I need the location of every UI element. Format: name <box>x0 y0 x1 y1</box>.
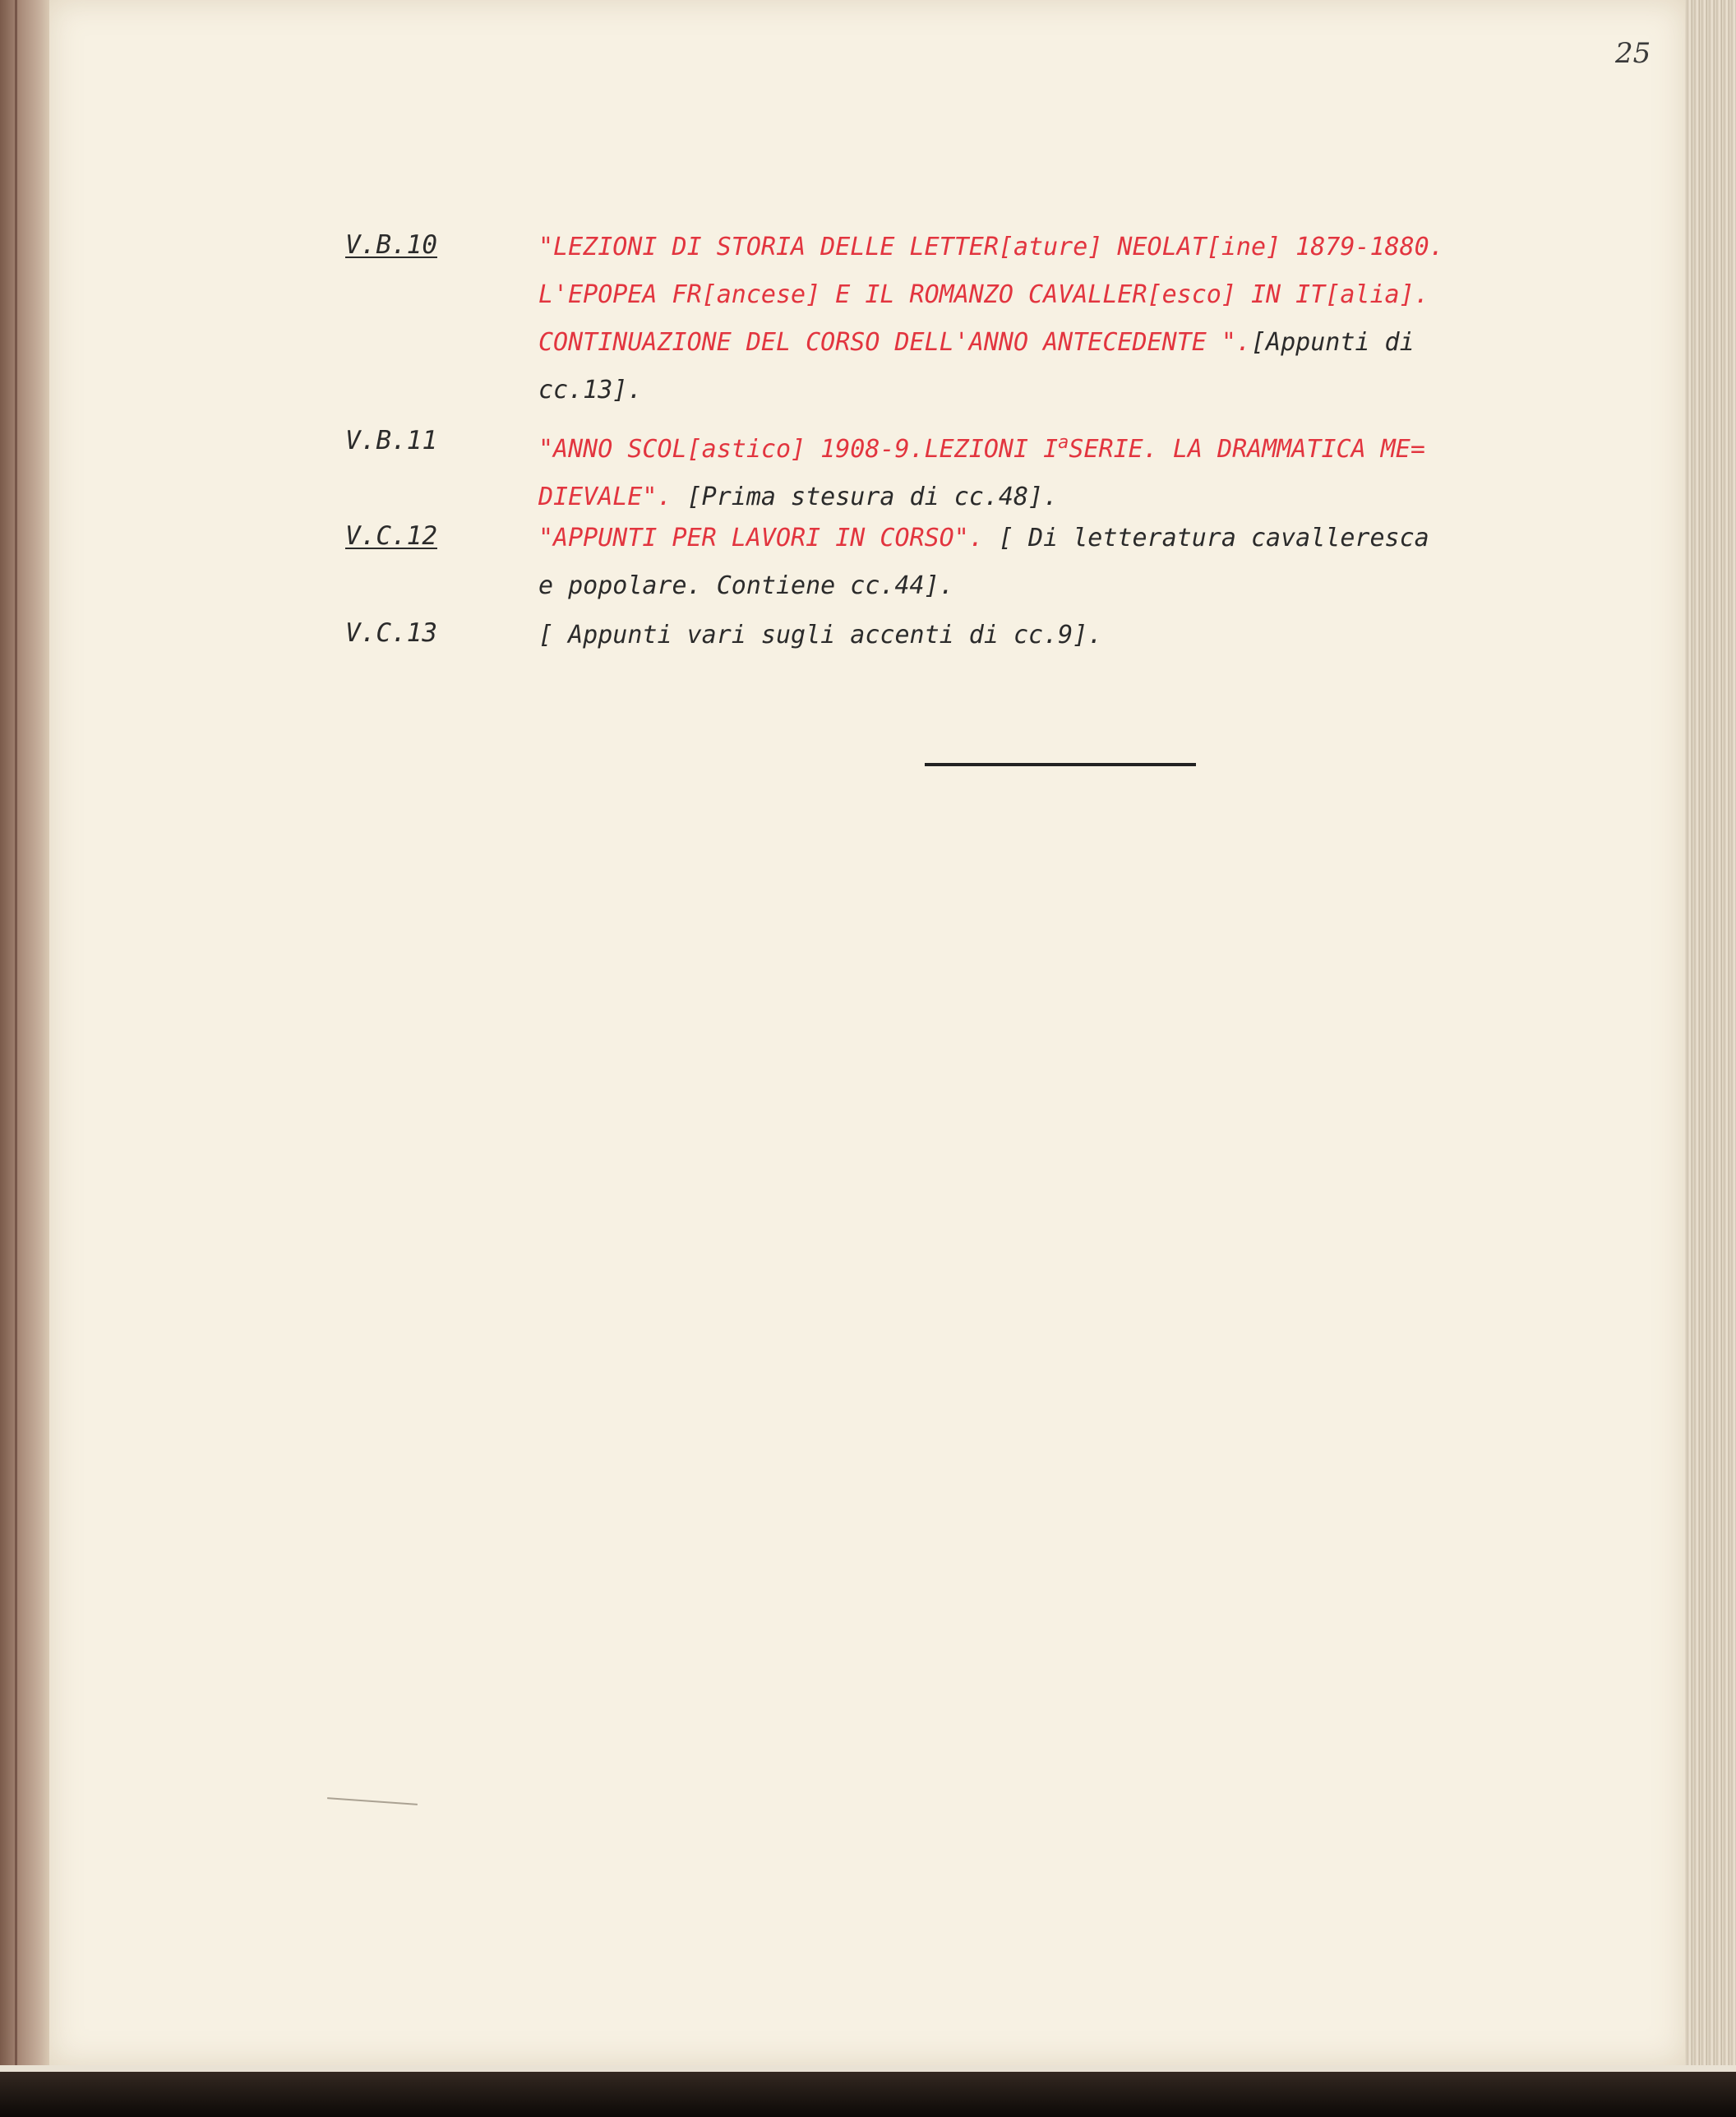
note-text: [ Appunti vari sugli accenti di cc.9]. <box>538 621 1103 649</box>
description-line <box>538 319 1578 367</box>
entry-description <box>538 419 1578 521</box>
shelfmark: V.B.10 <box>345 230 437 260</box>
note-text: cc.13]. <box>538 376 643 404</box>
scan-border <box>0 2065 1736 2117</box>
shelfmark: V.C.13 <box>345 618 437 648</box>
entry-description <box>538 224 1578 414</box>
note-text: e popolare. Contiene cc.44]. <box>538 571 954 600</box>
description-line <box>538 224 1578 271</box>
description-line <box>538 562 1578 610</box>
page-edges <box>1685 0 1736 2065</box>
shelfmark: V.C.12 <box>345 521 437 551</box>
title-text: L'EPOPEA FR[ancese] E IL ROMANZO CAVALLER[esco] IN IT[alia]. <box>538 280 1429 309</box>
description-line <box>538 515 1578 562</box>
book-binding <box>0 0 49 2117</box>
end-rule <box>925 763 1196 766</box>
note-text: [ Di letteratura cavalleresca <box>998 524 1429 552</box>
title-text: "ANNO SCOL[astico] 1908-9.LEZIONI $I^aSERIE$. LA DRAMMATICA ME= <box>538 432 1425 464</box>
entry-description <box>538 515 1578 610</box>
description-line <box>538 271 1578 319</box>
note-text: [Appunti di <box>1250 328 1415 357</box>
description-line <box>538 367 1578 414</box>
shelfmark: V.B.11 <box>345 426 437 455</box>
title-text: "LEZIONI DI STORIA DELLE LETTER[ature] NEOLAT[ine] 1879-1880. <box>538 233 1444 261</box>
note-text: [Prima stesura di cc.48]. <box>686 483 1059 511</box>
entry-description <box>538 612 1578 659</box>
description-line <box>538 612 1578 659</box>
title-text: DIEVALE". <box>538 483 687 511</box>
title-text: CONTINUAZIONE DEL CORSO DELL'ANNO ANTECEDENTE ". <box>538 328 1251 357</box>
description-line <box>538 419 1578 474</box>
title-text: "APPUNTI PER LAVORI IN CORSO". <box>538 524 999 552</box>
page-number: 25 <box>1615 37 1651 70</box>
